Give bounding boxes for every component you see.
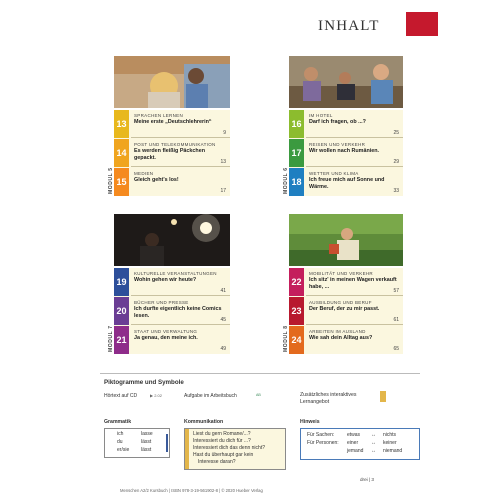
photo-hotel-reception — [289, 56, 403, 108]
unit-15[interactable] — [114, 168, 230, 196]
aufgabe-label: Aufgabe im Arbeitsbuch — [184, 393, 237, 399]
unit-number: 15 — [114, 168, 129, 196]
unit-number: 16 — [289, 110, 304, 138]
komm-line: Interessiert dich das denn nicht? — [193, 445, 265, 451]
unit-title: Wir wollen nach Rumänien. — [309, 148, 380, 154]
unit-category: MOBILITÄT UND VERKEHR — [309, 271, 373, 276]
kommunikation-marker — [185, 429, 189, 469]
hinweis-category: Für Sachen: — [307, 432, 335, 438]
unit-number: 17 — [289, 139, 304, 167]
divider — [306, 295, 403, 296]
unit-category: SPRACHEN LERNEN — [134, 113, 184, 118]
unit-title: Es werden fleißig Päckchen gepackt. — [134, 148, 206, 161]
interactive-icon — [380, 391, 386, 402]
unit-title: Meine erste „Deutschlehrerin“ — [134, 119, 212, 125]
hinweis-box — [300, 428, 420, 460]
unit-page: 33 — [393, 188, 399, 194]
arrow-icon: ↔ — [371, 432, 376, 438]
unit-category: ARBEITEN IM AUSLAND — [309, 329, 366, 334]
komm-line: Interessiert du dich für ...? — [193, 438, 251, 444]
unit-number: 14 — [114, 139, 129, 167]
unit-13[interactable] — [114, 110, 230, 138]
unit-title: Wohin gehen wir heute? — [134, 277, 197, 283]
unit-24[interactable] — [289, 326, 403, 354]
unit-21[interactable] — [114, 326, 230, 354]
gram-verb: lasse — [141, 431, 153, 437]
divider — [131, 137, 230, 138]
divider — [306, 324, 403, 325]
unit-title: Ich freue mich auf Sonne und Wärme. — [309, 177, 385, 190]
arrow-icon: ↔ — [371, 440, 376, 446]
unit-page: 13 — [220, 159, 226, 165]
unit-title: Der Beruf, der zu mir passt. — [309, 306, 380, 312]
divider — [131, 324, 230, 325]
unit-title: Ja genau, den meine ich. — [134, 335, 198, 341]
page-number: drei | 3 — [360, 477, 374, 482]
unit-page: 49 — [220, 346, 226, 352]
divider — [131, 166, 230, 167]
grammatik-box — [104, 428, 170, 458]
photo-concert-stage — [114, 214, 230, 266]
module-7-label: MODUL 7 — [108, 325, 114, 352]
photo-garden-work — [289, 214, 403, 266]
unit-22[interactable] — [289, 268, 403, 296]
imprint: Menschen A2/2 Kursbuch | ISBN 978-3-19-561902-8 | © 2020 Hueber Verlag — [120, 488, 263, 493]
unit-19[interactable] — [114, 268, 230, 296]
hinweis-positive: etwas — [347, 432, 361, 438]
unit-number: 23 — [289, 297, 304, 325]
divider — [306, 137, 403, 138]
unit-page: 57 — [393, 288, 399, 294]
divider — [306, 166, 403, 167]
unit-number: 19 — [114, 268, 129, 296]
hinweis-category: Für Personen: — [307, 440, 339, 446]
gram-verb: lässt — [141, 447, 152, 453]
unit-title: Wie sah dein Alltag aus? — [309, 335, 373, 341]
hinweis-negative: keiner — [383, 440, 397, 446]
komm-line: Liest du gern Romane/...? — [193, 431, 251, 437]
unit-number: 20 — [114, 297, 129, 325]
unit-page: 29 — [393, 159, 399, 165]
title-accent-box — [406, 12, 438, 36]
hoertext-label: Hörtext auf CD — [104, 393, 138, 399]
unit-page: 25 — [393, 130, 399, 136]
unit-category: MEDIEN — [134, 171, 154, 176]
unit-page: 61 — [393, 317, 399, 323]
unit-title: Ich sitz' in meinen Wagen verkauft habe, ... — [309, 277, 397, 290]
unit-page: 17 — [220, 188, 226, 194]
module-8-box — [289, 268, 403, 354]
unit-14[interactable] — [114, 139, 230, 167]
kommunikation-label: Kommunikation — [184, 419, 224, 425]
unit-category: AUSBILDUNG UND BERUF — [309, 300, 372, 305]
zusatz-label: Zusätzliches interaktives Lernangebot — [300, 392, 357, 405]
arrow-icon: ↔ — [371, 448, 376, 454]
cd-icon: ▶ 2.02 — [150, 393, 162, 398]
divider — [131, 295, 230, 296]
unit-title: Darf ich fragen, ob ...? — [309, 119, 366, 125]
unit-number: 21 — [114, 326, 129, 354]
gram-pronoun: ich — [117, 431, 124, 437]
unit-category: KULTURELLE VERANSTALTUNGEN — [134, 271, 217, 276]
unit-category: STAAT UND VERWALTUNG — [134, 329, 198, 334]
unit-title: Ich durfte eigentlich keine Comics lesen. — [134, 306, 222, 319]
photo-language-class — [114, 56, 230, 108]
unit-number: 18 — [289, 168, 304, 196]
unit-23[interactable] — [289, 297, 403, 325]
legend-title: Piktogramme und Symbole — [104, 379, 184, 386]
komm-line: Hast du überhaupt gar kein — [193, 452, 254, 458]
gram-verb: lässt — [141, 439, 152, 445]
grammatik-label: Grammatik — [104, 419, 132, 425]
unit-17[interactable] — [289, 139, 403, 167]
hinweis-negative: niemand — [383, 448, 403, 454]
module-6-box — [289, 110, 403, 196]
module-5-label: MODUL 5 — [108, 167, 114, 194]
unit-18[interactable] — [289, 168, 403, 196]
page-title: INHALT — [318, 18, 380, 34]
module-6-label: MODUL 6 — [283, 167, 289, 194]
hinweis-negative: nichts — [383, 432, 397, 438]
unit-16[interactable] — [289, 110, 403, 138]
unit-number: 22 — [289, 268, 304, 296]
unit-page: 45 — [220, 317, 226, 323]
kommunikation-box — [184, 428, 286, 470]
hinweis-positive: einer — [347, 440, 359, 446]
unit-category: POST UND TELEKOMMUNIKATION — [134, 142, 216, 147]
unit-number: 24 — [289, 326, 304, 354]
unit-category: IM HOTEL — [309, 113, 333, 118]
module-7-box — [114, 268, 230, 354]
unit-title: Gleich geht's los! — [134, 177, 179, 183]
module-5-box — [114, 110, 230, 196]
workbook-icon: AB — [256, 393, 261, 397]
unit-20[interactable] — [114, 297, 230, 325]
unit-page: 65 — [393, 346, 399, 352]
gram-pronoun: du — [117, 439, 123, 445]
hinweis-label: Hinweis — [300, 419, 320, 425]
hinweis-positive: jemand — [347, 448, 364, 454]
module-8-label: MODUL 8 — [283, 325, 289, 352]
grammar-marker — [166, 434, 168, 452]
unit-category: BÜCHER UND PRESSE — [134, 300, 189, 305]
komm-line: Interesse daran? — [198, 459, 236, 465]
unit-category: WETTER UND KLIMA — [309, 171, 359, 176]
legend-divider — [100, 373, 420, 374]
unit-page: 9 — [223, 130, 226, 136]
unit-page: 41 — [220, 288, 226, 294]
unit-category: REISEN UND VERKEHR — [309, 142, 366, 147]
unit-number: 13 — [114, 110, 129, 138]
gram-pronoun: er/sie — [117, 447, 130, 453]
